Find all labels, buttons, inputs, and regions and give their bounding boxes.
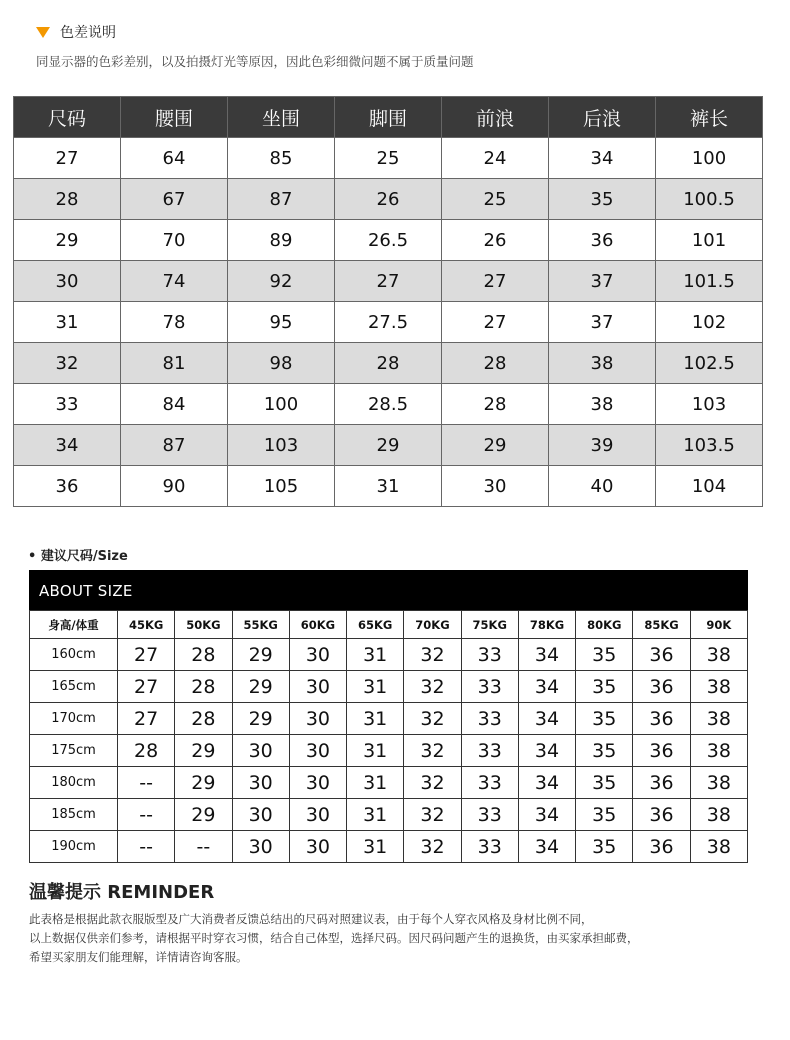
table-cell: 98 xyxy=(228,343,335,384)
size-cell: 27 xyxy=(118,639,175,671)
size-cell: 28 xyxy=(175,703,232,735)
table-cell: 25 xyxy=(442,179,549,220)
table-row xyxy=(14,138,763,179)
table-cell: 29 xyxy=(335,425,442,466)
table-row xyxy=(14,302,763,343)
size-cell: 34 xyxy=(518,703,575,735)
size-cell: 27 xyxy=(118,703,175,735)
table-cell: 35 xyxy=(549,179,656,220)
size-cell: 31 xyxy=(347,735,404,767)
size-cell: 30 xyxy=(289,639,346,671)
size-cell: 29 xyxy=(175,735,232,767)
size-cell: 32 xyxy=(404,799,461,831)
table-cell: 26 xyxy=(442,220,549,261)
suggested-table-header: 50KG xyxy=(175,611,232,639)
table-cell: 64 xyxy=(121,138,228,179)
size-cell: 36 xyxy=(633,703,690,735)
size-cell: 32 xyxy=(404,671,461,703)
size-cell: 27 xyxy=(118,671,175,703)
size-cell: 38 xyxy=(690,703,747,735)
reminder-line: 希望买家朋友们能理解，详情请咨询客服。 xyxy=(29,950,248,964)
suggested-table-header: 85KG xyxy=(633,611,690,639)
table-row xyxy=(14,425,763,466)
size-cell: 34 xyxy=(518,735,575,767)
size-cell: 35 xyxy=(576,639,633,671)
table-cell: 70 xyxy=(121,220,228,261)
size-cell: 36 xyxy=(633,831,690,863)
size-cell: 36 xyxy=(633,799,690,831)
table-cell: 103.5 xyxy=(656,425,763,466)
height-cell: 165cm xyxy=(30,671,118,703)
table-cell: 33 xyxy=(14,384,121,425)
height-cell: 185cm xyxy=(30,799,118,831)
size-table-header: 前浪 xyxy=(442,97,549,138)
size-cell: 28 xyxy=(175,639,232,671)
size-cell: 38 xyxy=(690,767,747,799)
table-cell: 100 xyxy=(228,384,335,425)
table-row xyxy=(14,343,763,384)
height-cell: 190cm xyxy=(30,831,118,863)
size-cell: 34 xyxy=(518,639,575,671)
table-cell: 102 xyxy=(656,302,763,343)
color-note-text: 同显示器的色彩差别，以及拍摄灯光等原因，因此色彩细微问题不属于质量问题 xyxy=(36,54,474,69)
suggested-table-header: 60KG xyxy=(289,611,346,639)
table-cell: 101.5 xyxy=(656,261,763,302)
table-cell: 28 xyxy=(335,343,442,384)
size-cell: 34 xyxy=(518,671,575,703)
size-cell: 31 xyxy=(347,799,404,831)
size-cell: 35 xyxy=(576,767,633,799)
suggested-table-header: 80KG xyxy=(576,611,633,639)
size-cell: 30 xyxy=(232,831,289,863)
size-cell: 31 xyxy=(347,639,404,671)
size-cell: 31 xyxy=(347,671,404,703)
size-cell: 35 xyxy=(576,735,633,767)
size-cell: 30 xyxy=(289,703,346,735)
table-cell: 102.5 xyxy=(656,343,763,384)
size-cell: 33 xyxy=(461,767,518,799)
size-table-header: 裤长 xyxy=(656,97,763,138)
table-cell: 38 xyxy=(549,343,656,384)
table-cell: 101 xyxy=(656,220,763,261)
size-cell: 30 xyxy=(232,799,289,831)
size-table-header-row xyxy=(14,97,763,138)
height-cell: 160cm xyxy=(30,639,118,671)
size-cell: 30 xyxy=(289,767,346,799)
table-cell: 38 xyxy=(549,384,656,425)
table-cell: 26.5 xyxy=(335,220,442,261)
size-cell: 35 xyxy=(576,831,633,863)
size-cell: 29 xyxy=(175,799,232,831)
table-cell: 27 xyxy=(442,261,549,302)
table-cell: 103 xyxy=(656,384,763,425)
size-cell: 36 xyxy=(633,671,690,703)
table-cell: 34 xyxy=(14,425,121,466)
table-cell: 100 xyxy=(656,138,763,179)
table-cell: 31 xyxy=(14,302,121,343)
table-cell: 90 xyxy=(121,466,228,507)
table-row xyxy=(30,703,748,735)
table-cell: 27.5 xyxy=(335,302,442,343)
table-row xyxy=(14,179,763,220)
triangle-down-icon xyxy=(36,27,50,38)
table-row xyxy=(30,831,748,863)
table-cell: 39 xyxy=(549,425,656,466)
table-cell: 100.5 xyxy=(656,179,763,220)
size-cell: 33 xyxy=(461,671,518,703)
table-cell: 92 xyxy=(228,261,335,302)
table-row xyxy=(30,767,748,799)
table-cell: 28 xyxy=(442,343,549,384)
size-cell: 32 xyxy=(404,703,461,735)
size-cell: 30 xyxy=(289,831,346,863)
table-cell: 81 xyxy=(121,343,228,384)
table-cell: 95 xyxy=(228,302,335,343)
suggested-table-header: 65KG xyxy=(347,611,404,639)
size-cell: 29 xyxy=(175,767,232,799)
size-cell: 30 xyxy=(232,767,289,799)
table-row xyxy=(30,639,748,671)
table-cell: 36 xyxy=(549,220,656,261)
suggested-table-header: 78KG xyxy=(518,611,575,639)
table-cell: 89 xyxy=(228,220,335,261)
table-cell: 37 xyxy=(549,302,656,343)
size-cell: -- xyxy=(118,799,175,831)
table-cell: 74 xyxy=(121,261,228,302)
color-note-title: 色差说明 xyxy=(60,25,116,41)
size-cell: -- xyxy=(118,831,175,863)
suggested-size-title: • 建议尺码/Size xyxy=(28,549,128,564)
size-cell: -- xyxy=(118,767,175,799)
table-cell: 27 xyxy=(335,261,442,302)
size-cell: 30 xyxy=(289,671,346,703)
table-cell: 34 xyxy=(549,138,656,179)
size-cell: 34 xyxy=(518,799,575,831)
size-cell: 38 xyxy=(690,799,747,831)
table-cell: 78 xyxy=(121,302,228,343)
size-cell: 30 xyxy=(289,735,346,767)
size-cell: 33 xyxy=(461,799,518,831)
suggested-table-header: 70KG xyxy=(404,611,461,639)
table-row xyxy=(14,384,763,425)
size-cell: 32 xyxy=(404,735,461,767)
table-cell: 87 xyxy=(228,179,335,220)
table-cell: 87 xyxy=(121,425,228,466)
suggested-table-header: 身高/体重 xyxy=(30,611,118,639)
table-cell: 84 xyxy=(121,384,228,425)
reminder-title: 温馨提示 REMINDER xyxy=(29,882,215,903)
size-cell: 38 xyxy=(690,831,747,863)
table-cell: 104 xyxy=(656,466,763,507)
table-cell: 29 xyxy=(442,425,549,466)
suggested-size-table xyxy=(29,610,748,863)
size-cell: 33 xyxy=(461,831,518,863)
table-cell: 31 xyxy=(335,466,442,507)
suggested-table-body xyxy=(30,639,748,863)
table-row xyxy=(14,466,763,507)
reminder-line: 以上数据仅供亲们参考，请根据平时穿衣习惯，结合自己体型，选择尺码。因尺码问题产生的退换货，由买家承担邮费， xyxy=(29,931,639,945)
table-row xyxy=(30,799,748,831)
table-cell: 36 xyxy=(14,466,121,507)
size-table-header: 尺码 xyxy=(14,97,121,138)
table-cell: 30 xyxy=(442,466,549,507)
size-cell: 36 xyxy=(633,735,690,767)
size-cell: 29 xyxy=(232,703,289,735)
size-cell: 35 xyxy=(576,671,633,703)
size-cell: 30 xyxy=(232,735,289,767)
height-cell: 175cm xyxy=(30,735,118,767)
suggested-table-header: 75KG xyxy=(461,611,518,639)
suggested-table-header: 55KG xyxy=(232,611,289,639)
size-cell: 34 xyxy=(518,767,575,799)
size-cell: 29 xyxy=(232,671,289,703)
table-cell: 103 xyxy=(228,425,335,466)
size-table-header: 脚围 xyxy=(335,97,442,138)
table-cell: 28.5 xyxy=(335,384,442,425)
table-cell: 67 xyxy=(121,179,228,220)
size-cell: 33 xyxy=(461,703,518,735)
size-cell: 38 xyxy=(690,671,747,703)
table-cell: 32 xyxy=(14,343,121,384)
table-cell: 25 xyxy=(335,138,442,179)
size-cell: 33 xyxy=(461,639,518,671)
table-cell: 28 xyxy=(442,384,549,425)
size-cell: 28 xyxy=(175,671,232,703)
table-cell: 28 xyxy=(14,179,121,220)
color-note-header xyxy=(36,22,116,42)
table-cell: 40 xyxy=(549,466,656,507)
size-table-header: 坐围 xyxy=(228,97,335,138)
size-measurement-table xyxy=(13,96,763,507)
size-cell: -- xyxy=(175,831,232,863)
table-cell: 27 xyxy=(442,302,549,343)
table-cell: 85 xyxy=(228,138,335,179)
size-cell: 33 xyxy=(461,735,518,767)
size-cell: 38 xyxy=(690,735,747,767)
size-table-header: 后浪 xyxy=(549,97,656,138)
size-cell: 38 xyxy=(690,639,747,671)
suggested-table-header: 45KG xyxy=(118,611,175,639)
size-cell: 35 xyxy=(576,799,633,831)
suggested-table-header: 90K xyxy=(690,611,747,639)
size-cell: 35 xyxy=(576,703,633,735)
size-table-header: 腰围 xyxy=(121,97,228,138)
table-cell: 27 xyxy=(14,138,121,179)
table-cell: 30 xyxy=(14,261,121,302)
size-cell: 36 xyxy=(633,639,690,671)
table-row xyxy=(30,735,748,767)
table-row xyxy=(30,671,748,703)
size-cell: 31 xyxy=(347,831,404,863)
table-row xyxy=(14,261,763,302)
suggested-table-header-row xyxy=(30,611,748,639)
table-cell: 24 xyxy=(442,138,549,179)
reminder-line: 此表格是根据此款衣服版型及广大消费者反馈总结出的尺码对照建议表，由于每个人穿衣风格及身材比例不同， xyxy=(29,912,593,926)
size-cell: 31 xyxy=(347,703,404,735)
size-cell: 30 xyxy=(289,799,346,831)
size-cell: 32 xyxy=(404,639,461,671)
size-cell: 31 xyxy=(347,767,404,799)
table-cell: 29 xyxy=(14,220,121,261)
size-cell: 36 xyxy=(633,767,690,799)
size-cell: 28 xyxy=(118,735,175,767)
height-cell: 170cm xyxy=(30,703,118,735)
size-cell: 34 xyxy=(518,831,575,863)
size-table-body xyxy=(14,138,763,507)
table-cell: 105 xyxy=(228,466,335,507)
size-cell: 29 xyxy=(232,639,289,671)
size-cell: 32 xyxy=(404,831,461,863)
table-cell: 37 xyxy=(549,261,656,302)
height-cell: 180cm xyxy=(30,767,118,799)
table-row xyxy=(14,220,763,261)
size-cell: 32 xyxy=(404,767,461,799)
table-cell: 26 xyxy=(335,179,442,220)
about-size-bar: ABOUT SIZE xyxy=(29,570,748,610)
